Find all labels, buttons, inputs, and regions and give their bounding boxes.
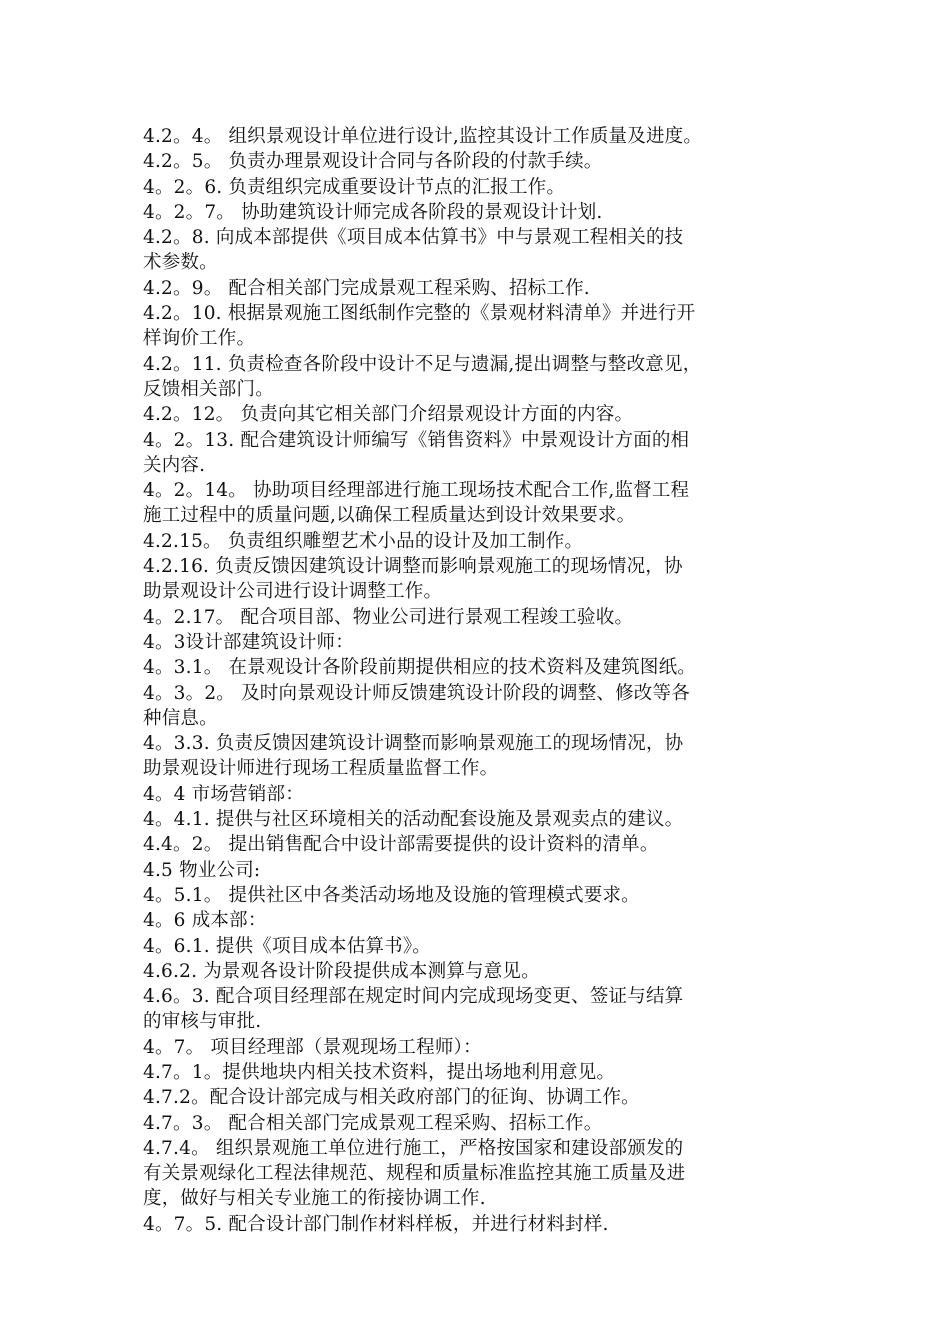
document-body xyxy=(143,124,813,1237)
text-line: 关内容. xyxy=(143,454,206,476)
text-line: 助景观设计师进行现场工程质量监督工作。 xyxy=(143,758,499,780)
text-line: 反馈相关部门。 xyxy=(143,378,274,400)
text-line: 的审核与审批. xyxy=(143,1011,262,1033)
text-line: 4。5.1。 提供社区中各类活动场地及设施的管理模式要求。 xyxy=(143,884,640,906)
text-line: 4.4。2。 提出销售配合中设计部需要提供的设计资料的清单。 xyxy=(143,834,659,856)
text-line: 4.2。9。 配合相关部门完成景观工程采购、招标工作. xyxy=(143,277,590,299)
text-line: 4。2。13. 配合建筑设计师编写《销售资料》中景观设计方面的相 xyxy=(143,429,690,451)
text-line: 4。2.17。 配合项目部、物业公司进行景观工程竣工验收。 xyxy=(143,606,634,628)
text-line: 4。3设计部建筑设计师： xyxy=(143,631,354,653)
text-line: 4。2。6. 负责组织完成重要设计节点的汇报工作。 xyxy=(143,176,566,198)
text-line: 4.2.16. 负责反馈因建筑设计调整而影响景观施工的现场情况，协 xyxy=(143,556,683,578)
text-line: 4.7。3。 配合相关部门完成景观工程采购、招标工作。 xyxy=(143,1112,603,1134)
text-line: 4。2。7。 协助建筑设计师完成各阶段的景观设计计划. xyxy=(143,201,603,223)
text-line: 4.2。12。 负责向其它相关部门介绍景观设计方面的内容。 xyxy=(143,404,634,426)
text-line: 4.7。1。提供地块内相关技术资料，提出场地利用意见。 xyxy=(143,1061,616,1083)
text-line: 4。3.1。 在景观设计各阶段前期提供相应的技术资料及建筑图纸。 xyxy=(143,657,696,679)
text-line: 4.2。10. 根据景观施工图纸制作完整的《景观材料清单》并进行开 xyxy=(143,303,696,325)
text-line: 4。4 市场营销部： xyxy=(143,783,304,805)
text-line: 4.2。5。 负责办理景观设计合同与各阶段的付款手续。 xyxy=(143,151,603,173)
text-line: 样询价工作。 xyxy=(143,328,256,350)
text-line: 种信息。 xyxy=(143,707,218,729)
text-line: 4。3。2。 及时向景观设计师反馈建筑设计阶段的调整、修改等各 xyxy=(143,682,690,704)
text-line: 4。3.3. 负责反馈因建筑设计调整而影响景观施工的现场情况，协 xyxy=(143,733,684,755)
text-line: 4.2。8. 向成本部提供《项目成本估算书》中与景观工程相关的技 xyxy=(143,227,684,249)
text-line: 4。7。 项目经理部（景观现场工程师）： xyxy=(143,1036,482,1058)
text-line: 4.6.2. 为景观各设计阶段提供成本测算与意见。 xyxy=(143,960,540,982)
text-line: 4.7.4。 组织景观施工单位进行施工，严格按国家和建设部颁发的 xyxy=(143,1137,684,1159)
text-line: 4。7。5. 配合设计部门制作材料样板，并进行材料封样. xyxy=(143,1213,609,1235)
text-line: 4。6 成本部： xyxy=(143,910,267,932)
text-line: 4.2.15。 负责组织雕塑艺术小品的设计及加工制作。 xyxy=(143,530,584,552)
text-line: 4.7.2。配合设计部完成与相关政府部门的征询、协调工作。 xyxy=(143,1087,640,1109)
text-line: 4.6。3. 配合项目经理部在规定时间内完成现场变更、签证与结算 xyxy=(143,986,684,1008)
text-line: 4。4.1. 提供与社区环境相关的活动配套设施及景观卖点的建议。 xyxy=(143,809,684,831)
text-line: 术参数。 xyxy=(143,252,218,274)
text-line: 4.2。11. 负责检查各阶段中设计不足与遗漏,提出调整与整改意见， xyxy=(143,353,702,375)
text-line: 4。2。14。 协助项目经理部进行施工现场技术配合工作,监督工程 xyxy=(143,480,690,502)
text-line: 助景观设计公司进行设计调整工作。 xyxy=(143,581,443,603)
text-line: 4.2。4。 组织景观设计单位进行设计,监控其设计工作质量及进度。 xyxy=(143,126,703,147)
text-line: 度，做好与相关专业施工的衔接协调工作. xyxy=(143,1188,486,1210)
text-line: 4。6.1. 提供《项目成本估算书》。 xyxy=(143,935,432,957)
text-line: 有关景观绿化工程法律规范、规程和质量标准监控其施工质量及进 xyxy=(143,1163,686,1185)
text-line: 4.5 物业公司: xyxy=(143,859,261,881)
text-line: 施工过程中的质量问题,以确保工程质量达到设计效果要求。 xyxy=(143,505,636,527)
